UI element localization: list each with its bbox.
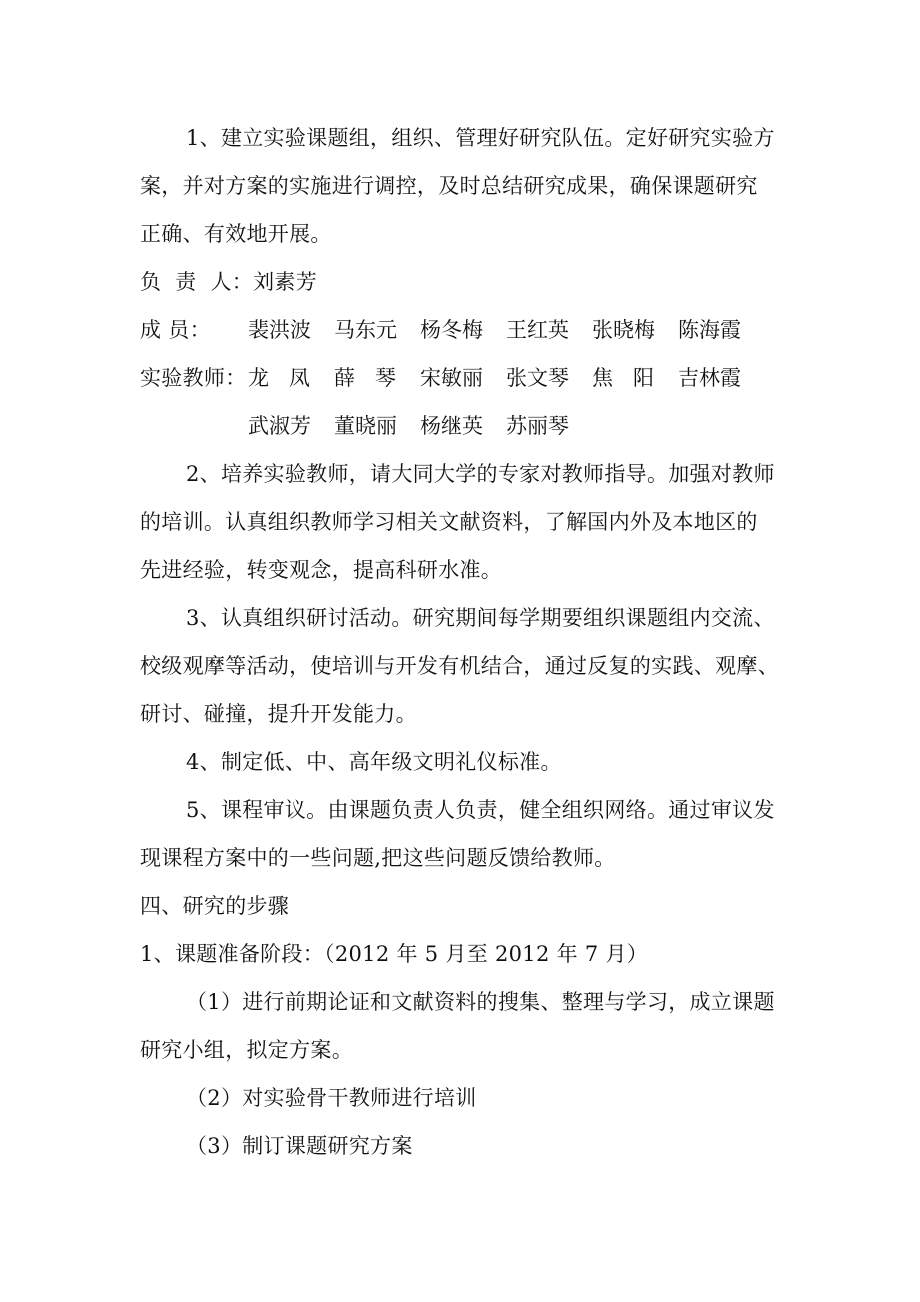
teacher-name: 武淑芳 [248,414,311,438]
teacher-name: 焦 阳 [592,366,655,390]
teacher-name: 董晓丽 [334,414,397,438]
phase1-title: 1、课题准备阶段：（2012 年 5 月至 2012 年 7 月） [140,942,649,966]
item1-line2: 案，并对方案的实施进行调控，及时总结研究成果，确保课题研究 [140,174,758,198]
section4-heading: 四、研究的步骤 [140,894,290,918]
member-name: 马东元 [334,318,397,342]
member-name: 陈海霞 [678,318,741,342]
teachers-row1 [248,365,764,391]
item2-line3: 先进经验，转变观念，提高科研水准。 [140,558,503,582]
item3-line2: 校级观摩等活动，使培训与开发有机结合，通过反复的实践、观摩、 [140,654,779,678]
teacher-name: 吉林霞 [678,366,741,390]
member-name: 杨冬梅 [420,318,483,342]
item5-line1: 5、课程审议。由课题负责人负责，健全组织网络。通过审议发 [186,798,775,822]
teachers-row2 [248,413,592,439]
member-name: 张晓梅 [592,318,655,342]
member-name: 裴洪波 [248,318,311,342]
teacher-name: 苏丽琴 [506,414,569,438]
member-name: 王红英 [506,318,569,342]
phase1-step1-line2: 研究小组，拟定方案。 [140,1038,353,1062]
item4-line1: 4、制定低、中、高年级文明礼仪标准。 [186,750,562,774]
teacher-name: 张文琴 [506,366,569,390]
teacher-name: 宋敏丽 [420,366,483,390]
item5-line2: 现课程方案中的一些问题,把这些问题反馈给教师。 [140,846,616,870]
phase1-step2: （2）对实验骨干教师进行培训 [186,1086,477,1110]
item2-line2: 的培训。认真组织教师学习相关文献资料，了解国内外及本地区的 [140,510,758,534]
item3-line3: 研讨、碰撞，提升开发能力。 [140,702,417,726]
item1-line3: 正确、有效地开展。 [140,222,332,246]
teacher-name: 杨继英 [420,414,483,438]
leader-name: 刘素芳 [253,270,318,294]
item2-line1: 2、培养实验教师，请大同大学的专家对教师指导。加强对教师 [186,462,775,486]
members-names [248,317,764,343]
leader-row [140,269,317,295]
phase1-step1-line1: （1）进行前期论证和文献资料的搜集、整理与学习，成立课题 [186,990,775,1014]
item3-line1: 3、认真组织研讨活动。研究期间每学期要组织课题组内交流、 [186,606,775,630]
teacher-name: 龙 凤 [248,366,311,390]
members-label: 成 员： [140,318,211,342]
teacher-name: 薛 琴 [334,366,397,390]
phase1-step3: （3）制订课题研究方案 [186,1134,413,1158]
teachers-label: 实验教师： [140,366,247,390]
item1-line1: 1、建立实验课题组，组织、管理好研究队伍。定好研究实验方 [186,126,775,150]
leader-label: 负 责 人： [140,270,254,294]
